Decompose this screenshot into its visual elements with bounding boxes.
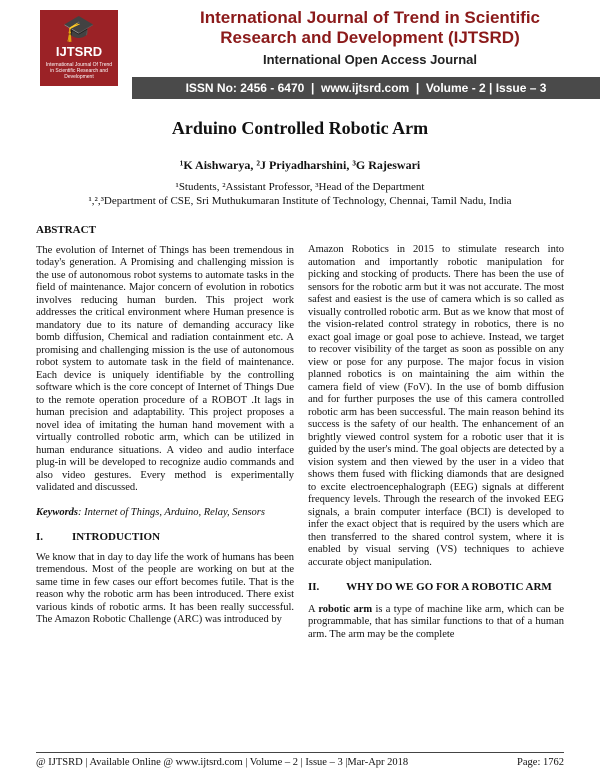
section-2-text-pre: A [308,603,319,615]
affiliation-institute: ¹,²,³Department of CSE, Sri Muthukumaran Institute of Technology, Chennai, Tamil Nadu, India [88,195,512,207]
right-column [308,244,564,641]
paper-authors: ¹K Aishwarya, ²J Priyadharshini, ³G Rajeswari [179,158,421,172]
journal-logo [40,10,118,86]
section-1-title: INTRODUCTION [72,531,161,543]
section-2-text-post: is a type of machine like arm, which can be programmable, that has similar functions to that of a human arm. The arm may be the complete [308,603,565,640]
section-1-heading [36,531,294,544]
footer-left: @ IJTSRD | Available Online @ www.ijtsrd.com | Volume – 2 | Issue – 3 |Mar-Apr 2018 [36,757,409,768]
section-2-heading [308,581,564,594]
logo-text: International Journal Of Trend in Scientific Research and Development [45,62,113,80]
abstract-heading: ABSTRACT [36,224,96,236]
page-footer [36,752,564,768]
journal-header [0,0,600,100]
section-2-title: WHY DO WE GO FOR A ROBOTIC ARM [346,581,552,593]
section-2-text [308,604,564,642]
section-1-text: We know that in day to day life the work of humans has been tremendous. Most of the people are working on but at the same time in few cases our effort becomes futile. That is the reason why the robotic arm has been introduced. There exist various kinds of robotic arms. It has been really successful. The Amazon Robotic Challenge (ARC) was introduced by [36,551,294,625]
section-1-number: I. [36,531,44,543]
logo-abbreviation: IJTSRD [55,44,103,59]
abstract-text: The evolution of Internet of Things has been tremendous in today's generation. A Promising and challenging mission is the use of autonomous robot systems to automate tasks in the field of maintenance. Major concern of evolution in robotics involves reducing human burden. This project work addresses the critical environment where Human presence is mandatory due to its nature of demanding accuracy like bomb diffusion, Chemical and radiation containment etc. A promising and challenging mission is the use of autonomous robot system to automate task in the field of maintenance. Each device is uniquely identifiable by the controlling software which is the core concept of Internet of Things Due to the remote operation procedure of a ROBOT .It lags in human precision and adaptability. This project proposes a novel idea of imitating the human hand movement with a virtually controlled robotic arm, which can be utilized in human endurance situations. A video and audio interface plug-in will be developed to recognize audio commands and also video gestures. Every method is experimentally validated and discussed. [36,244,294,493]
paper-title: Arduino Controlled Robotic Arm [171,118,429,138]
right-column-text: Amazon Robotics in 2015 to stimulate research into automation and importantly robotic manipulation for picking and stocking of products. There has been the use of sensors for the robotic arm but it was not accurate. The most safest and easiest is the use of camera which is so called as visually controlled robotic arm. But as we know that most of the vision-related control strategy in robotics, there is no exact goal image or goal pose to achieve. Instead, we target to recover visibility of the target as soon as possible on any view or pose for any purpose. The major focus in vision planned robotics is on maintaining the aim within the camera field of view (FoV). In the use of bomb diffusion and for further purposes the use of this camera controlled robotic arm has been successful. The main reason behind its success is the safety of our health. The enhancement of an brightly viewed control system for a robotic user that it is guided by the user's mind. The goal objects are detected by a vision system and then viewed by the user in a video that shows them fused with flicking diamonds that are designed to excite electroencephalograph (EEG) signals at different frequency levels. Through the research of the invoked EEG signals, a brain computer interface (BCI) is developed to infer the exact object that is required by the users which are then transferred to the shared control system, where it is enabled by visual serving (VS) techniques to achieve accurate object manipulation. [308,244,564,568]
keywords-text: : Internet of Things, Arduino, Relay, Sensors [78,506,265,518]
page-number: Page: 1762 [517,757,564,768]
journal-subtitle: International Open Access Journal [262,52,478,67]
graduation-cap-icon: 🎓 [62,14,96,43]
issn-bar: ISSN No: 2456 - 6470 | www.ijtsrd.com | Volume - 2 | Issue – 3 [132,77,600,99]
left-column [36,224,294,627]
keywords [36,507,294,520]
journal-title: International Journal of Trend in Scientific Research and Development (IJTSRD) [199,8,541,47]
affiliation-roles: ¹Students, ²Assistant Professor, ³Head of the Department [175,181,425,193]
keywords-label: Keywords [36,506,78,518]
section-2-number: II. [308,581,320,593]
section-2-text-bold: robotic arm [318,603,373,615]
